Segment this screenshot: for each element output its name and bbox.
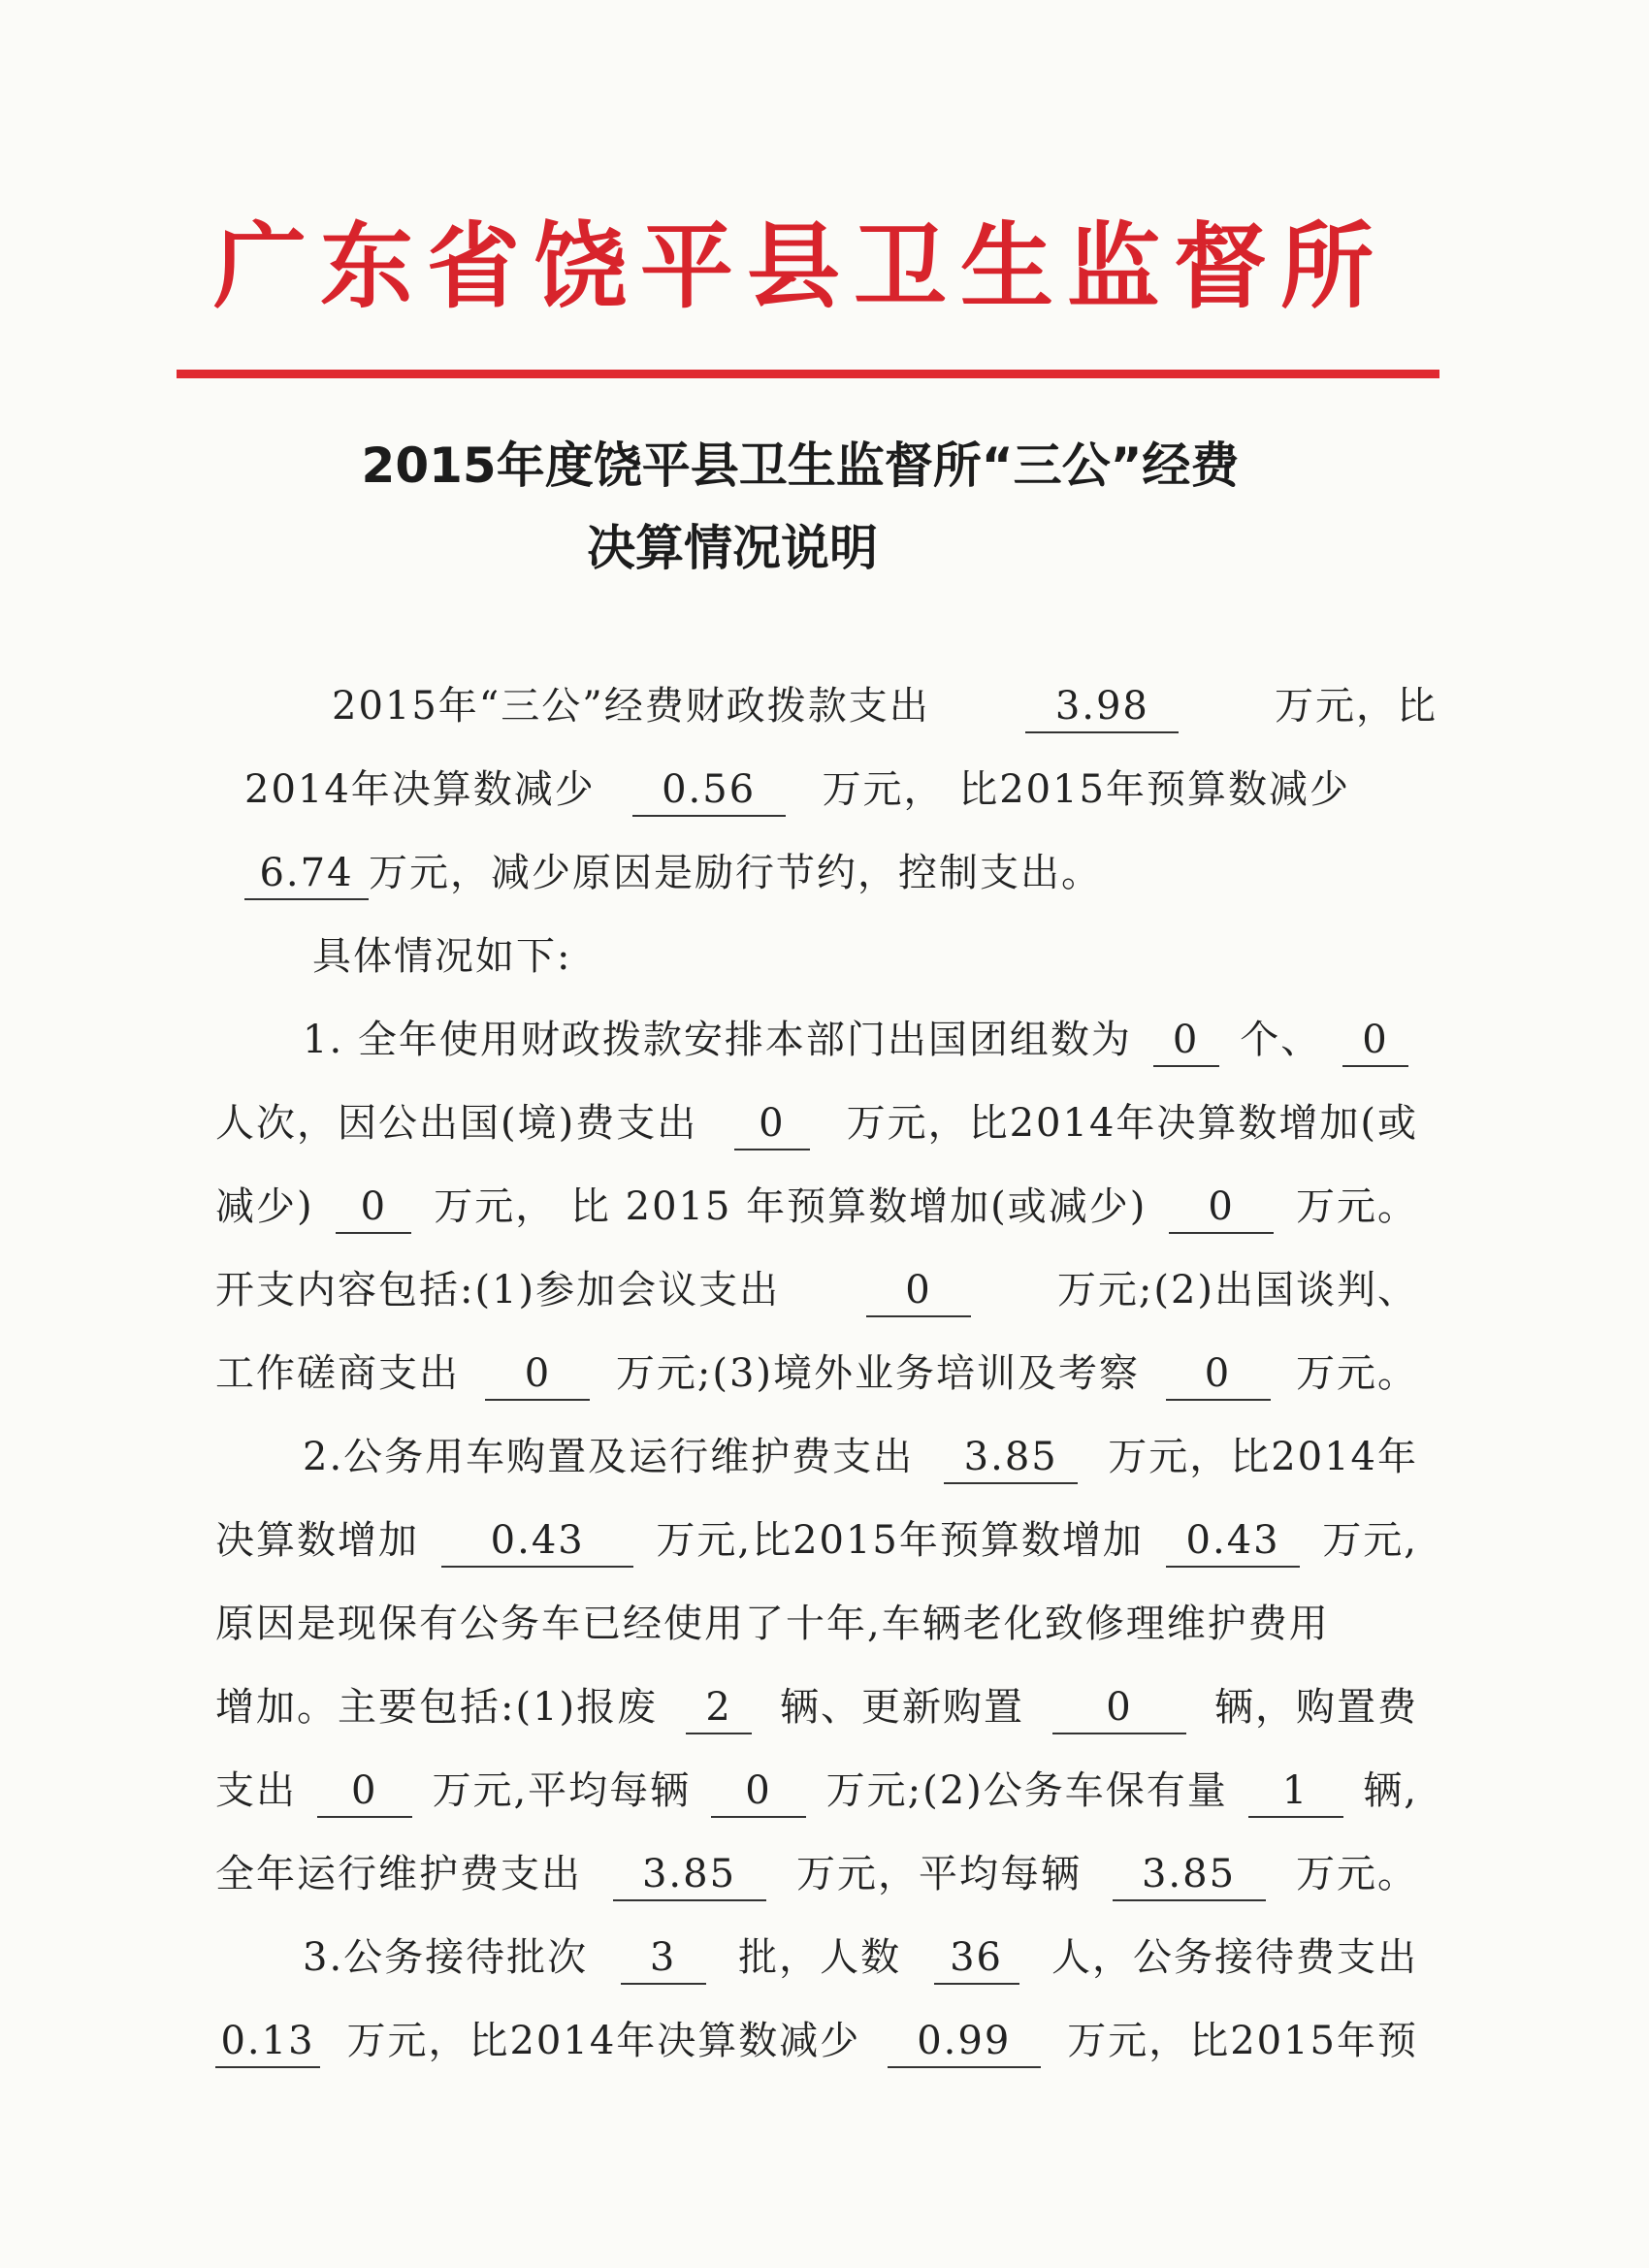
item3-line-1 xyxy=(303,1928,1418,1987)
text: 开支内容包括:(1)参加会议支出 xyxy=(215,1268,781,1312)
text: 万元，减少原因是励行节约，控制支出。 xyxy=(369,851,1102,895)
p2-line: 具体情况如下: xyxy=(312,934,572,979)
text: 辆, xyxy=(1363,1768,1418,1813)
text: 万元，比 xyxy=(1274,684,1438,729)
text: 万元，比2014年决算数减少 xyxy=(346,2019,861,2063)
amount-field: 0 xyxy=(1169,1182,1274,1234)
item1-line-1 xyxy=(303,1011,1408,1069)
text: 万元，比2015年预 xyxy=(1067,2019,1418,2063)
text: 决算数增加 xyxy=(215,1518,419,1563)
amount-field: 1 xyxy=(1248,1766,1343,1818)
text: 万元，比2014年 xyxy=(1108,1435,1418,1479)
text: 个、 xyxy=(1240,1018,1322,1062)
item3-line-2 xyxy=(215,2012,1418,2070)
amount-field: 0.43 xyxy=(1166,1515,1300,1568)
text: 人，公务接待费支出 xyxy=(1051,1935,1418,1980)
item1-line-4 xyxy=(215,1261,1418,1319)
p1-line-3 xyxy=(244,844,1447,902)
text: 万元。 xyxy=(1295,1351,1418,1396)
text: 批，人数 xyxy=(738,1935,902,1980)
letterhead-red-rule xyxy=(177,370,1439,378)
amount-field: 2 xyxy=(686,1682,752,1734)
text: 万元;(2)公务车保有量 xyxy=(825,1768,1228,1813)
text: 2014年决算数减少 xyxy=(244,767,596,812)
item2-line-4 xyxy=(215,1678,1418,1736)
amount-field: 3.85 xyxy=(613,1849,766,1901)
amount-field: 0 xyxy=(866,1265,971,1317)
amount-field: 3 xyxy=(621,1932,706,1985)
amount-field: 0.99 xyxy=(888,2016,1041,2068)
text: 万元， 比 2015 年预算数增加(或减少) xyxy=(434,1184,1148,1229)
item1-line-2 xyxy=(215,1094,1418,1152)
amount-field: 0 xyxy=(336,1182,411,1234)
text: 万元。 xyxy=(1295,1184,1418,1229)
amount-field: 0 xyxy=(317,1766,412,1818)
amount-field: 36 xyxy=(934,1932,1019,1985)
amount-field: 3.85 xyxy=(944,1432,1078,1484)
p1-line-1 xyxy=(235,677,1438,735)
document-title-line-1: 2015年度饶平县卫生监督所“三公”经费 xyxy=(361,437,1240,494)
amount-field: 0 xyxy=(711,1766,806,1818)
item2-line-3: 原因是现保有公务车已经使用了十年,车辆老化致修理维护费用 xyxy=(215,1602,1330,1646)
text: 辆、更新购置 xyxy=(780,1685,1025,1730)
amount-field: 0.13 xyxy=(215,2016,320,2068)
amount-field: 6.74 xyxy=(244,848,369,900)
letterhead-title: 广东省饶平县卫生监督所 xyxy=(213,212,1387,321)
text: 增加。主要包括:(1)报废 xyxy=(215,1685,659,1730)
text: 万元;(2)出国谈判、 xyxy=(1056,1268,1418,1312)
amount-field: 0.43 xyxy=(441,1515,633,1568)
item2-line-2 xyxy=(215,1511,1418,1570)
text: 减少) xyxy=(215,1184,314,1229)
text: 支出 xyxy=(215,1768,297,1813)
text: 万元。 xyxy=(1296,1852,1418,1896)
text: 万元,比2015年预算数增加 xyxy=(656,1518,1144,1563)
item1-line-3 xyxy=(215,1178,1418,1236)
amount-field: 0 xyxy=(1166,1348,1271,1401)
text: 2015年“三公”经费财政拨款支出 xyxy=(332,684,930,729)
amount-field: 0 xyxy=(485,1348,590,1401)
text: 万元，平均每辆 xyxy=(796,1852,1082,1896)
amount-field: 3.98 xyxy=(1025,681,1179,733)
text: 工作磋商支出 xyxy=(215,1351,460,1396)
amount-field: 3.85 xyxy=(1113,1849,1266,1901)
item1-line-5 xyxy=(215,1345,1418,1403)
text: 1. 全年使用财政拨款安排本部门出国团组数为 xyxy=(303,1018,1132,1062)
text: 万元， 比2015年预算数减少 xyxy=(822,767,1350,812)
text: 人次，因公出国(境)费支出 xyxy=(215,1101,698,1146)
amount-field: 0 xyxy=(1342,1015,1408,1067)
text: 万元, xyxy=(1322,1518,1418,1563)
text: 2.公务用车购置及运行维护费支出 xyxy=(303,1435,915,1479)
text: 3.公务接待批次 xyxy=(303,1935,589,1980)
amount-field: 0 xyxy=(734,1098,810,1150)
amount-field: 0 xyxy=(1153,1015,1219,1067)
text: 万元,平均每辆 xyxy=(432,1768,692,1813)
document-title-line-2: 决算情况说明 xyxy=(587,520,878,576)
text: 全年运行维护费支出 xyxy=(215,1852,582,1896)
item2-line-1 xyxy=(303,1428,1418,1486)
amount-field: 0 xyxy=(1052,1682,1186,1734)
text: 万元;(3)境外业务培训及考察 xyxy=(615,1351,1141,1396)
text: 辆，购置费 xyxy=(1213,1685,1418,1730)
p1-line-2 xyxy=(244,761,1350,819)
text: 万元，比2014年决算数增加(或 xyxy=(846,1101,1418,1146)
item2-line-6 xyxy=(215,1845,1418,1903)
item2-line-5 xyxy=(215,1762,1418,1820)
amount-field: 0.56 xyxy=(632,764,786,817)
